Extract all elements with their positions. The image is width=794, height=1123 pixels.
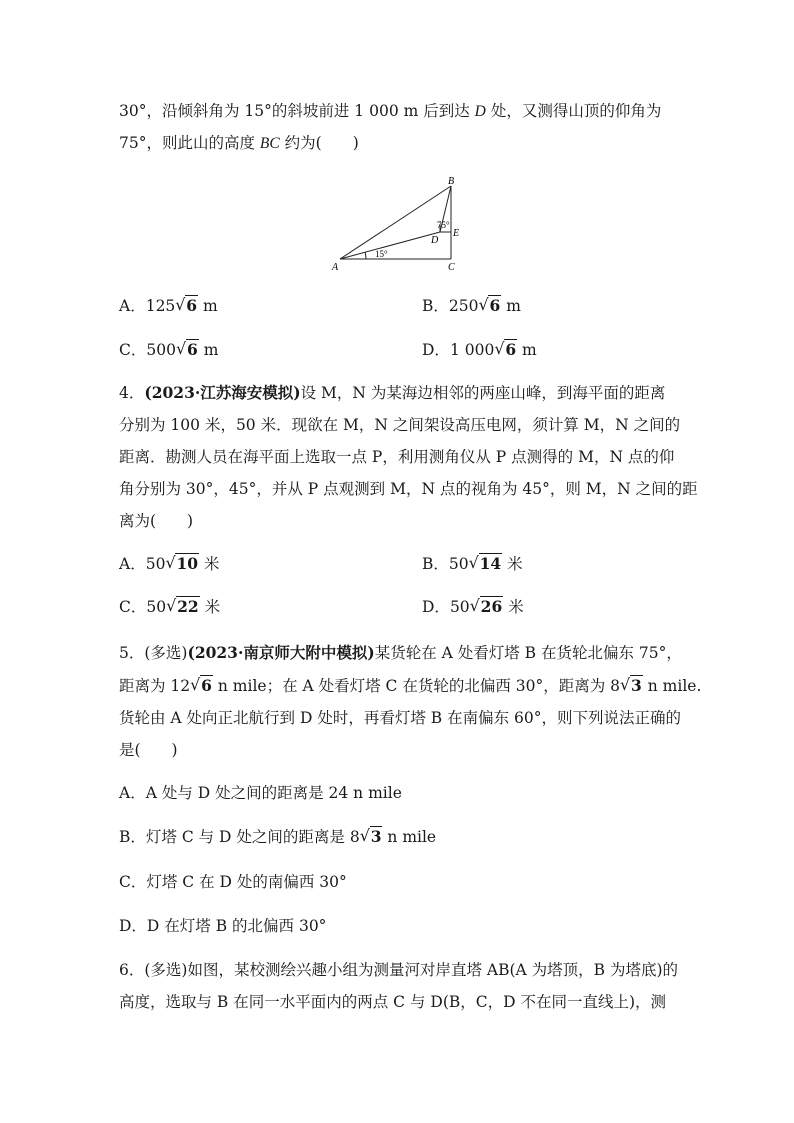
q3-line-2: 75°，则此山的高度 BC 约为( ) [119, 134, 359, 152]
q3-option-b[interactable]: B．250√ 6 m [422, 296, 521, 316]
q4-line-3: 距离．勘测人员在海平面上选取一点 P，利用测角仪从 P 点测得的 M，N 点的仰 [119, 448, 675, 466]
label-A: A [332, 262, 339, 272]
q5-line-4: 是( ) [119, 741, 178, 759]
label-D: D [431, 235, 439, 246]
angle-15-label: 15° [375, 249, 388, 259]
q3-line-1: 30°，沿倾斜角为 15°的斜坡前进 1 000 m 后到达 D 处，又测得山顶的仰角为 [119, 102, 662, 120]
q5-line-2: 距离为 12√ 6 n mile；在 A 处看灯塔 C 在货轮的北偏西 30°，距离为 8√ 3 n mile. [119, 676, 701, 696]
angle-75-label: 75° [437, 220, 450, 230]
q4-line-4: 角分别为 30°，45°，并从 P 点观测到 M，N 点的视角为 45°，则 M，N 之间的距 [119, 480, 698, 498]
q5-line-1: 5．(多选)(2023·南京师大附中模拟)某货轮在 A 处看灯塔 B 在货轮北偏东 75°， [119, 643, 682, 662]
q5-option-c[interactable]: C．灯塔 C 在 D 处的南偏西 30° [119, 873, 347, 891]
segment-AD [340, 232, 440, 259]
q6-line-2: 高度，选取与 B 在同一水平面内的两点 C 与 D(B，C，D 不在同一直线上)，测 [119, 993, 667, 1011]
q5-line-3: 货轮由 A 处向正北航行到 D 处时，再看灯塔 B 在南偏东 60°，则下列说法正确的 [119, 709, 681, 727]
q5-option-b[interactable]: B．灯塔 C 与 D 处之间的距离是 8√ 3 n mile [119, 827, 436, 847]
q3-option-c[interactable]: C．500√ 6 m [119, 340, 218, 360]
segment-AB [340, 186, 451, 259]
angle-15-arc [365, 252, 366, 259]
q4-line-1: 4．(2023·江苏海安模拟)设 M，N 为某海边相邻的两座山峰，到海平面的距离 [119, 383, 666, 402]
q4-option-a[interactable]: A．50√ 10 米 [119, 554, 219, 574]
q4-option-b[interactable]: B．50√ 14 米 [422, 554, 523, 574]
label-E: E [453, 228, 460, 239]
q3-figure [330, 172, 470, 272]
q4-option-d[interactable]: D．50√ 26 米 [422, 597, 524, 617]
q4-line-2: 分别为 100 米，50 米．现欲在 M，N 之间架设高压电网，须计算 M，N 之间的 [119, 416, 681, 434]
q3-option-d[interactable]: D．1 000√ 6 m [422, 340, 537, 360]
q6-line-1: 6．(多选)如图，某校测绘兴趣小组为测量河对岸直塔 AB(A 为塔顶，B 为塔底)的 [119, 961, 679, 979]
q4-line-5: 离为( ) [119, 512, 194, 530]
label-C: C [448, 262, 455, 272]
q5-option-a[interactable]: A．A 处与 D 处之间的距离是 24 n mile [119, 784, 402, 802]
q3-option-a[interactable]: A．125√ 6 m [119, 296, 218, 316]
label-B: B [448, 176, 455, 187]
q4-option-c[interactable]: C．50√ 22 米 [119, 597, 220, 617]
q5-option-d[interactable]: D．D 在灯塔 B 的北偏西 30° [119, 917, 327, 935]
